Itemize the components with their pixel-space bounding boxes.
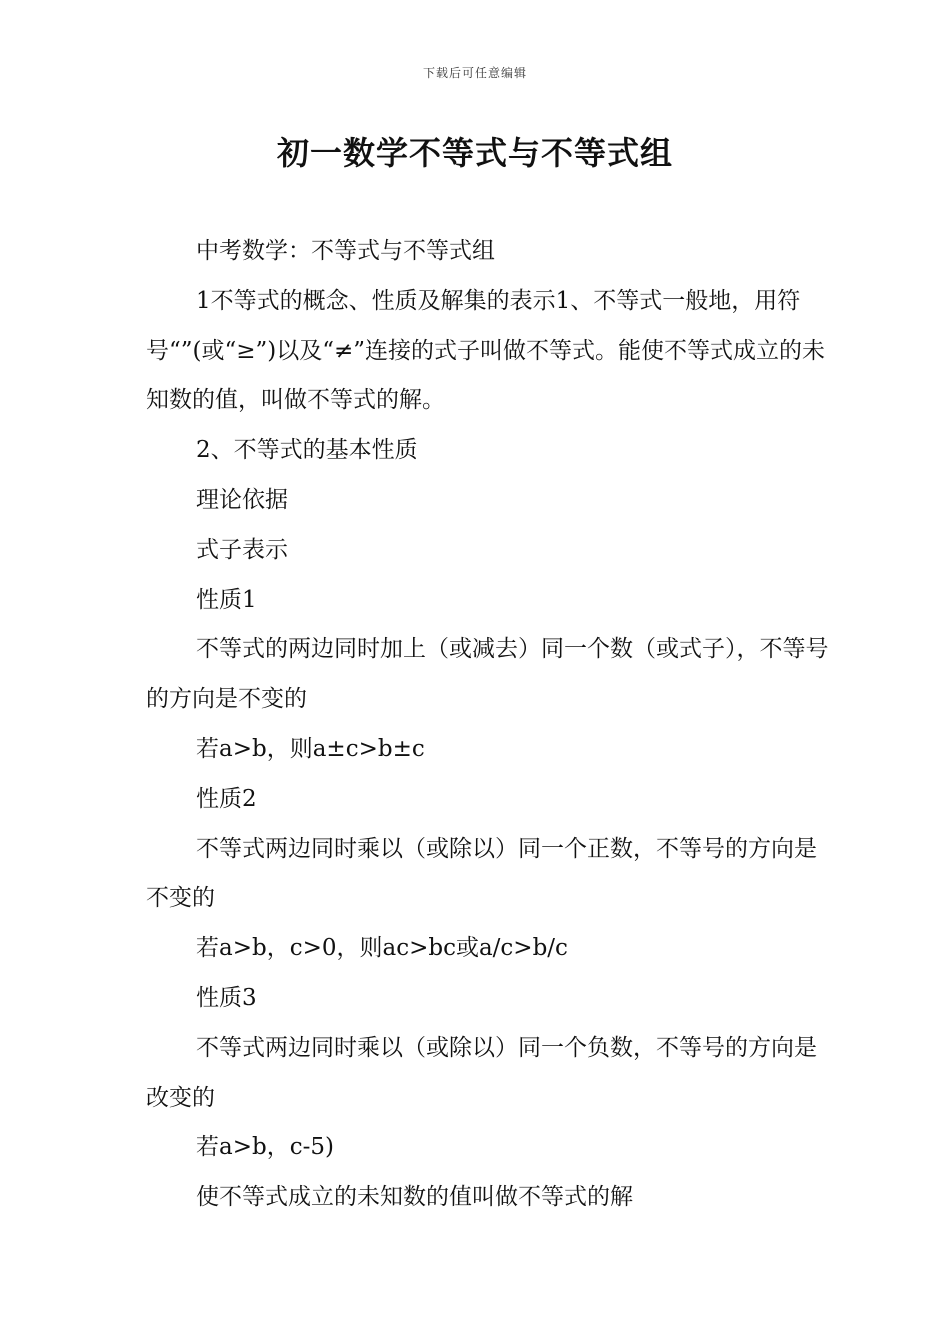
document-title: 初一数学不等式与不等式组 <box>276 134 673 172</box>
paragraph-basic-properties-heading: 2、不等式的基本性质 <box>196 437 418 464</box>
paragraph-property-3-formula: 若a>b，c-5) <box>196 1134 334 1161</box>
paragraph-inequality-concept: 1不等式的概念、性质及解集的表示1、不等式一般地，用符号“”(或“≥”)以及“≠”连接的式子叫做不等式。能使不等式成立的未知数的值，叫做不等式的解。 <box>146 287 826 414</box>
paragraph-theory-basis: 理论依据 <box>196 486 288 513</box>
paragraph-expression: 式子表示 <box>196 536 288 563</box>
page-header-note: 下载后可任意编辑 <box>422 66 527 80</box>
paragraph-property-3-text: 不等式两边同时乘以（或除以）同一个负数，不等号的方向是改变的 <box>146 1034 817 1111</box>
paragraph-solution-definition: 使不等式成立的未知数的值叫做不等式的解 <box>196 1184 633 1211</box>
paragraph-property-1-label: 性质1 <box>196 586 257 613</box>
paragraph-property-2-formula: 若a>b，c>0，则ac>bc或a/c>b/c <box>196 935 568 962</box>
paragraph-intro-heading: 中考数学：不等式与不等式组 <box>196 238 495 264</box>
paragraph-property-3-label: 性质3 <box>196 984 257 1011</box>
document-body <box>146 227 836 1223</box>
paragraph-property-1-formula: 若a>b，则a±c>b±c <box>196 735 425 762</box>
paragraph-property-1-text: 不等式的两边同时加上（或减去）同一个数（或式子），不等号的方向是不变的 <box>146 636 829 713</box>
paragraph-property-2-text: 不等式两边同时乘以（或除以）同一个正数，不等号的方向是不变的 <box>146 835 817 912</box>
paragraph-property-2-label: 性质2 <box>196 785 257 812</box>
